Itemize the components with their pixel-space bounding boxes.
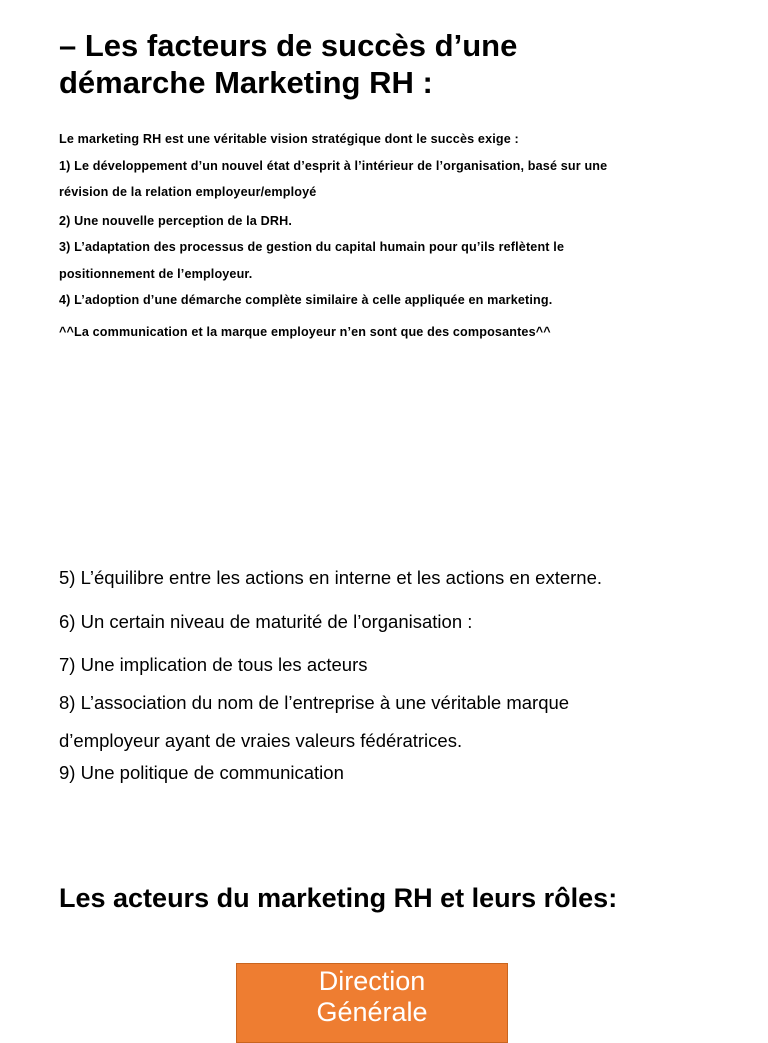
- list-item: d’employeur ayant de vraies valeurs fédératrices.: [59, 730, 463, 751]
- subtitle: Les acteurs du marketing RH et leurs rôles:: [59, 883, 618, 913]
- success-factors-list: [59, 562, 749, 789]
- section-title-line-1: – Les facteurs de succès d’une: [59, 28, 518, 63]
- intro-line: 4) L’adoption d’une démarche complète similaire à celle appliquée en marketing.: [59, 293, 553, 307]
- box-label-line-1: Direction: [318, 966, 426, 996]
- intro-line: 3) L’adaptation des processus de gestion du capital humain pour qu’ils reflètent le: [59, 240, 565, 254]
- box-label-line-2: Générale: [316, 997, 428, 1027]
- intro-text-block: [59, 126, 739, 345]
- direction-generale-box: [236, 963, 508, 1043]
- section-title: [59, 27, 739, 101]
- intro-line: ^^La communication et la marque employeur n’en sont que des composantes^^: [59, 324, 551, 339]
- intro-line: Le marketing RH est une véritable vision stratégique dont le succès exige :: [59, 132, 519, 146]
- list-item: 5) L’équilibre entre les actions en interne et les actions en externe.: [59, 567, 602, 588]
- section-title-line-2: démarche Marketing RH :: [59, 65, 433, 100]
- list-item: 8) L’association du nom de l’entreprise à une véritable marque: [59, 692, 570, 713]
- intro-line: révision de la relation employeur/employé: [59, 185, 317, 199]
- intro-line: 1) Le développement d’un nouvel état d’esprit à l’intérieur de l’organisation, basé sur une: [59, 158, 608, 173]
- intro-line: 2) Une nouvelle perception de la DRH.: [59, 213, 292, 228]
- list-item: 7) Une implication de tous les acteurs: [59, 654, 368, 675]
- list-item: 6) Un certain niveau de maturité de l’organisation :: [59, 611, 473, 632]
- list-item: 9) Une politique de communication: [59, 762, 344, 783]
- intro-line: positionnement de l’employeur.: [59, 266, 253, 281]
